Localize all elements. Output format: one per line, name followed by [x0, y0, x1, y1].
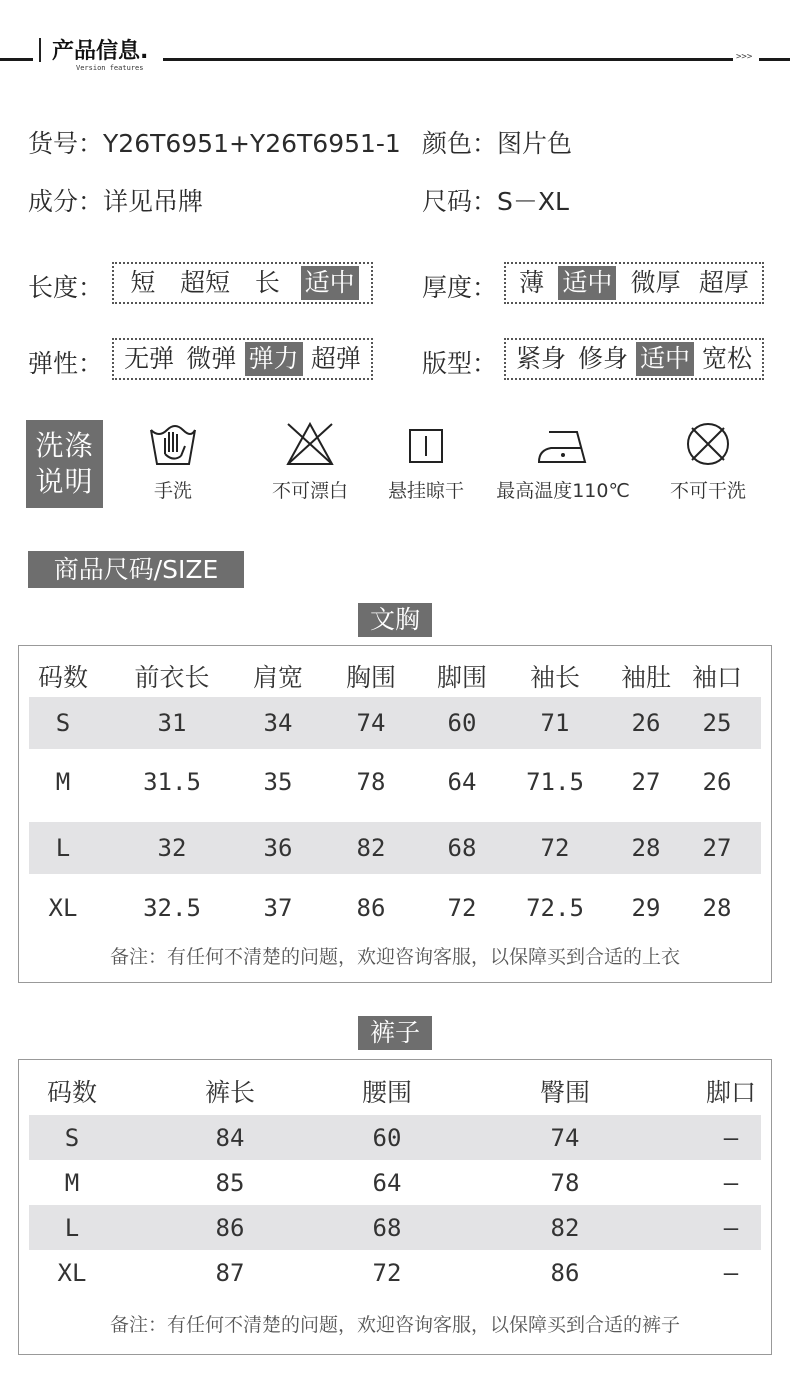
- length-option: 超短: [180, 268, 231, 297]
- table-cell: 37: [263, 894, 293, 922]
- care-label: 不可干洗: [669, 480, 746, 502]
- column-header: 码数: [46, 1078, 97, 1107]
- fit-option: 紧身: [515, 344, 566, 373]
- table-cell: 68: [372, 1213, 402, 1242]
- size-row: [422, 182, 569, 218]
- table-cell: XL: [48, 894, 78, 922]
- fit-options: [504, 338, 764, 380]
- table-cell: –: [723, 1258, 739, 1287]
- table-cell: 72: [447, 894, 477, 922]
- table-cell: 71: [540, 709, 570, 737]
- no-dry-clean-icon: [682, 420, 734, 468]
- care-label: 手洗: [153, 480, 192, 502]
- care-label: 不可漂白: [271, 480, 348, 502]
- care-title-line2: 说明: [35, 465, 94, 498]
- table-cell: 60: [447, 709, 477, 737]
- care-no-dry-clean: [662, 420, 754, 503]
- section-title: 产品信息.: [52, 39, 149, 64]
- header-divider: [39, 38, 41, 62]
- elasticity-option: 微弹: [186, 344, 237, 373]
- section-subtitle: Version features: [76, 64, 144, 72]
- table-row: [29, 1250, 761, 1295]
- table-cell: 82: [550, 1213, 580, 1242]
- table-cell: 86: [550, 1258, 580, 1287]
- table-cell: 29: [631, 894, 661, 922]
- table-cell: 26: [702, 768, 732, 796]
- table-cell: 82: [356, 834, 386, 862]
- column-header: 袖口: [691, 663, 742, 692]
- table-row: [29, 822, 761, 874]
- elasticity-option: 无弹: [124, 344, 175, 373]
- color-value: 图片色: [497, 129, 573, 158]
- header-end-rule: [759, 58, 790, 61]
- table-cell: 34: [263, 709, 293, 737]
- top-size-table: [18, 645, 772, 983]
- table-cell: 86: [215, 1213, 245, 1242]
- table-cell: S: [64, 1123, 80, 1152]
- care-iron: [490, 420, 636, 503]
- table-cell: 36: [263, 834, 293, 862]
- table-cell: 64: [372, 1168, 402, 1197]
- column-header: 臀围: [539, 1078, 590, 1107]
- care-label: 悬挂晾干: [387, 480, 464, 502]
- item-number-value: Y26T6951+Y26T6951-1: [103, 129, 401, 158]
- table-row: [29, 1205, 761, 1250]
- column-header: 脚围: [436, 663, 487, 692]
- care-label: 最高温度110℃: [496, 480, 630, 502]
- column-header: 前衣长: [134, 663, 210, 692]
- table-cell: 71.5: [526, 768, 584, 796]
- fit-label: 版型：: [422, 349, 498, 378]
- table-cell: 27: [631, 768, 661, 796]
- composition-value: 详见吊牌: [103, 187, 204, 216]
- table-cell: XL: [57, 1258, 87, 1287]
- table-cell: S: [55, 709, 71, 737]
- table-cell: 72.5: [526, 894, 584, 922]
- length-option: 短: [130, 268, 156, 297]
- composition-label: 成分：: [28, 187, 104, 216]
- table-cell: 86: [356, 894, 386, 922]
- thickness-options: [504, 262, 764, 304]
- elasticity-option-selected: 弹力: [245, 342, 303, 376]
- column-header: 胸围: [345, 663, 396, 692]
- header-left-rule: [0, 58, 33, 61]
- table-cell: 25: [702, 709, 732, 737]
- table-cell: –: [723, 1213, 739, 1242]
- table-cell: 32.5: [143, 894, 201, 922]
- item-number-label: 货号：: [28, 129, 104, 158]
- table-row: [29, 1160, 761, 1205]
- column-header: 肩宽: [252, 663, 303, 692]
- size-label: 尺码：: [422, 187, 498, 216]
- table-cell: 27: [702, 834, 732, 862]
- table-cell: 26: [631, 709, 661, 737]
- elasticity-option: 超弹: [310, 344, 361, 373]
- table-cell: 87: [215, 1258, 245, 1287]
- table-cell: 72: [372, 1258, 402, 1287]
- table-row: [29, 1115, 761, 1160]
- table-cell: 72: [540, 834, 570, 862]
- size-value: S－XL: [497, 187, 569, 216]
- table-cell: 74: [550, 1123, 580, 1152]
- pants-table-title: 裤子: [358, 1016, 432, 1050]
- thickness-option-selected: 适中: [558, 266, 616, 300]
- table-cell: 32: [157, 834, 187, 862]
- table-cell: M: [55, 768, 71, 796]
- length-label: 长度：: [28, 273, 104, 302]
- composition-row: [28, 182, 203, 218]
- thickness-label: 厚度：: [422, 273, 498, 302]
- column-header: 裤长: [204, 1078, 255, 1107]
- thickness-option: 薄: [519, 268, 545, 297]
- table-cell: L: [64, 1213, 80, 1242]
- fit-option: 宽松: [701, 344, 752, 373]
- size-section-title: 商品尺码/SIZE: [28, 551, 244, 588]
- column-header: 码数: [37, 663, 88, 692]
- item-number-row: [28, 124, 401, 160]
- table-cell: 68: [447, 834, 477, 862]
- table-cell: M: [64, 1168, 80, 1197]
- header-arrows: >>>: [736, 52, 753, 62]
- table-cell: 84: [215, 1123, 245, 1152]
- thickness-option: 超厚: [698, 268, 749, 297]
- table-cell: 28: [631, 834, 661, 862]
- table-cell: 31.5: [143, 768, 201, 796]
- column-header: 袖肚: [620, 663, 671, 692]
- table-cell: 28: [702, 894, 732, 922]
- table-row: [29, 882, 761, 934]
- table-cell: –: [723, 1168, 739, 1197]
- column-header: 腰围: [361, 1078, 412, 1107]
- thickness-option: 微厚: [630, 268, 681, 297]
- care-title-line1: 洗涤: [35, 429, 94, 462]
- table-cell: 74: [356, 709, 386, 737]
- no-bleach-icon: [284, 420, 336, 468]
- hang-dry-icon: [400, 420, 452, 468]
- length-options: [112, 262, 373, 304]
- table-cell: 64: [447, 768, 477, 796]
- length-option: 长: [254, 268, 280, 297]
- table-cell: –: [723, 1123, 739, 1152]
- table-header-row: [29, 654, 761, 698]
- table-row: [29, 756, 761, 808]
- table-row: [29, 697, 761, 749]
- care-instructions-tag: [26, 420, 103, 508]
- table-cell: 78: [550, 1168, 580, 1197]
- length-option-selected: 适中: [301, 266, 359, 300]
- pants-size-table: [18, 1059, 772, 1355]
- table-cell: 78: [356, 768, 386, 796]
- iron-icon: [535, 420, 591, 468]
- header-right-rule: [163, 58, 733, 61]
- elasticity-label: 弹性：: [28, 349, 104, 378]
- top-table-note: 备注：有任何不清楚的问题，欢迎咨询客服，以保障买到合适的上衣: [109, 946, 680, 968]
- care-hand-wash: [138, 420, 208, 503]
- top-table-title: 文胸: [358, 603, 432, 637]
- elasticity-options: [112, 338, 373, 380]
- table-cell: L: [55, 834, 71, 862]
- table-cell: 60: [372, 1123, 402, 1152]
- column-header: 袖长: [529, 663, 580, 692]
- table-cell: 35: [263, 768, 293, 796]
- fit-option-selected: 适中: [636, 342, 694, 376]
- hand-wash-icon: [147, 420, 199, 468]
- color-label: 颜色：: [422, 129, 498, 158]
- table-header-row: [29, 1068, 761, 1114]
- color-row: [422, 124, 572, 160]
- table-cell: 85: [215, 1168, 245, 1197]
- pants-table-note: 备注：有任何不清楚的问题，欢迎咨询客服，以保障买到合适的裤子: [109, 1314, 680, 1336]
- care-no-bleach: [264, 420, 356, 503]
- fit-option: 修身: [577, 344, 628, 373]
- table-cell: 31: [157, 709, 187, 737]
- care-hang-dry: [380, 420, 472, 503]
- column-header: 脚口: [705, 1078, 756, 1107]
